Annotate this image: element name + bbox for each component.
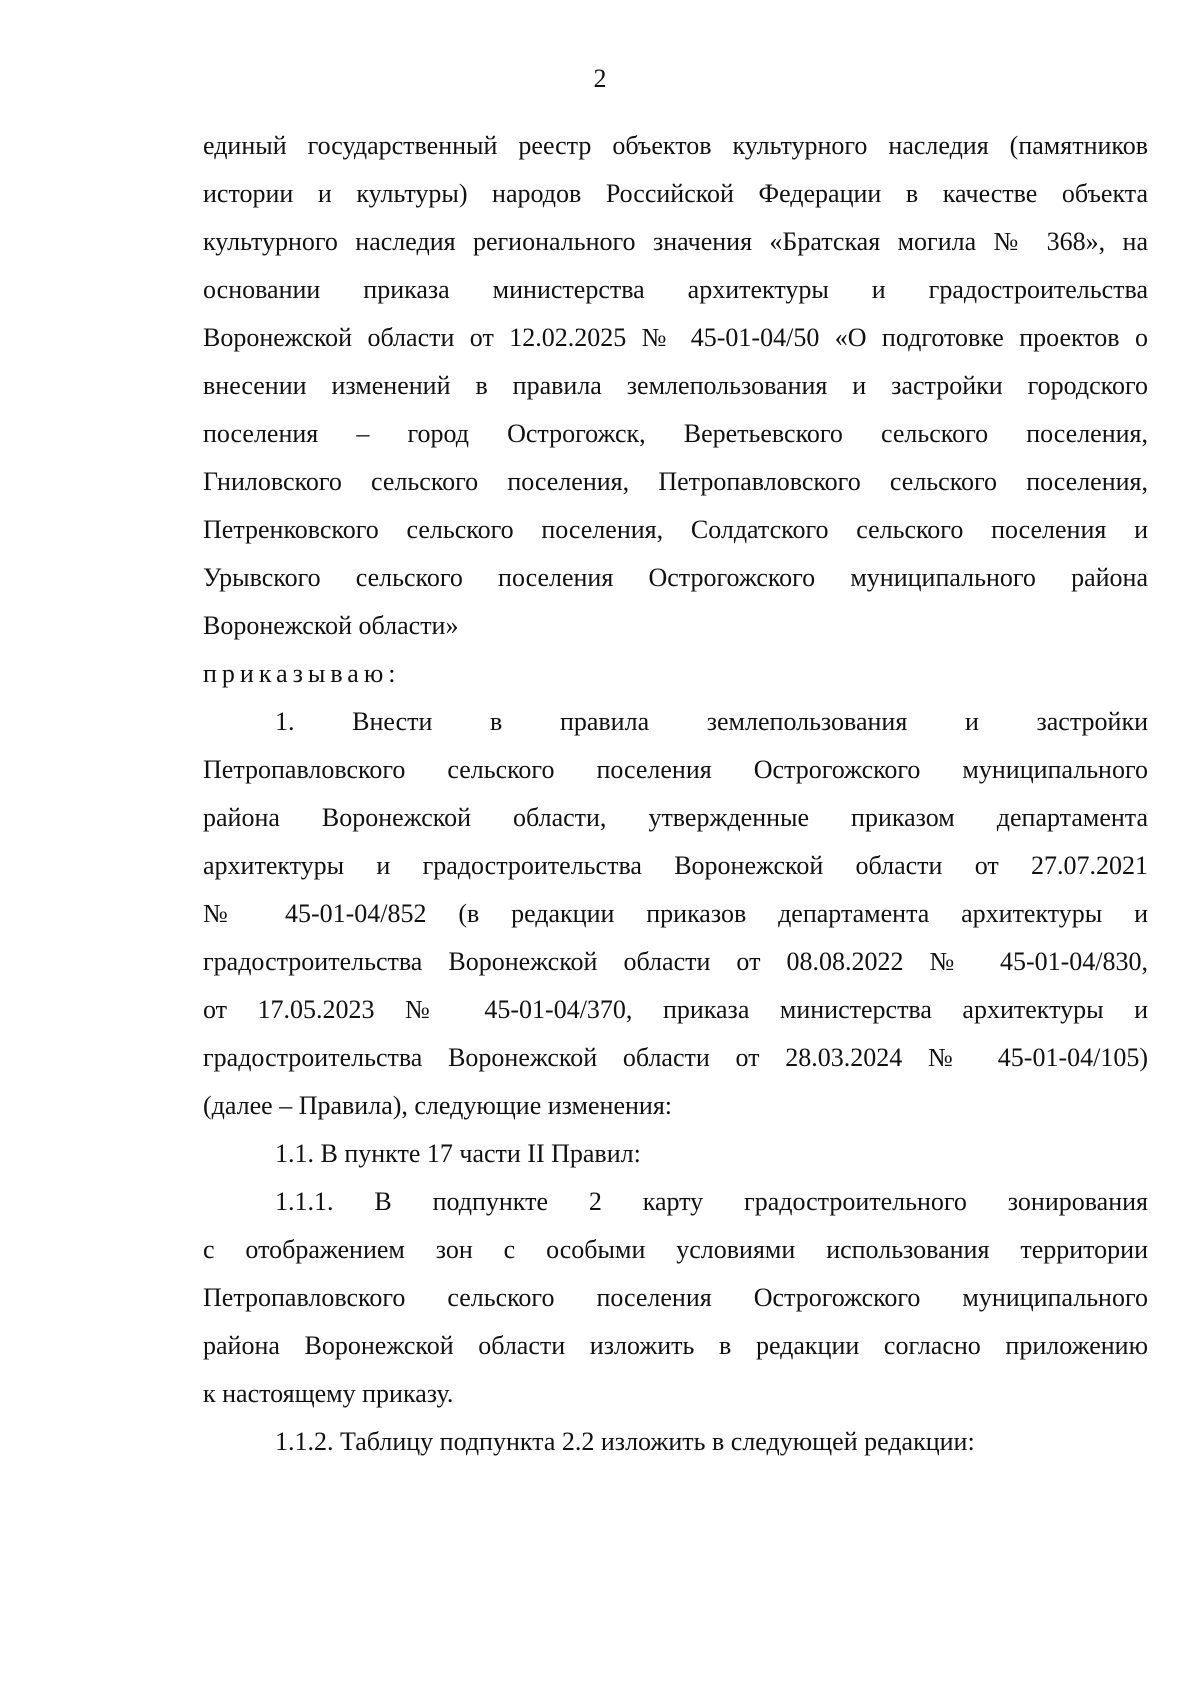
text-line: архитектуры и градостроительства Воронежской области от 27.07.2021: [203, 851, 1148, 880]
text-line: 1.1.2. Таблицу подпункта 2.2 изложить в следующей редакции:: [275, 1427, 975, 1456]
text-line: 1.1.1. В подпункте 2 карту градостроительного зонирования: [275, 1187, 1148, 1216]
text-line: градостроительства Воронежской области от 28.03.2024 № 45-01-04/105): [203, 1043, 1148, 1072]
text-line: района Воронежской области, утвержденные приказом департамента: [203, 803, 1148, 832]
text-line: 1. Внести в правила землепользования и застройки: [275, 707, 1148, 736]
text-line: Гниловского сельского поселения, Петропавловского сельского поселения,: [203, 467, 1148, 496]
document-body: [203, 122, 1148, 1466]
text-line: культурного наследия регионального значения «Братская могила № 368», на: [203, 227, 1148, 256]
text-line: истории и культуры) народов Российской Федерации в качестве объекта: [203, 179, 1148, 208]
text-line: единый государственный реестр объектов культурного наследия (памятников: [203, 131, 1148, 160]
text-line: Воронежской области от 12.02.2025 № 45-01-04/50 «О подготовке проектов о: [203, 323, 1148, 352]
text-line: № 45-01-04/852 (в редакции приказов департамента архитектуры и: [203, 899, 1148, 928]
text-line: (далее – Правила), следующие изменения:: [203, 1091, 673, 1120]
text-line: внесении изменений в правила землепользования и застройки городского: [203, 371, 1148, 400]
text-line: 1.1. В пункте 17 части II Правил:: [275, 1139, 641, 1168]
text-line: поселения – город Острогожск, Веретьевского сельского поселения,: [203, 419, 1148, 448]
text-line: Воронежской области»: [203, 611, 459, 640]
page-number: 2: [593, 64, 607, 93]
text-line: Урывского сельского поселения Острогожского муниципального района: [203, 563, 1148, 592]
text-line: Петренковского сельского поселения, Солдатского сельского поселения и: [203, 515, 1148, 544]
text-line: от 17.05.2023 № 45-01-04/370, приказа министерства архитектуры и: [203, 995, 1148, 1024]
text-line: градостроительства Воронежской области от 08.08.2022 № 45-01-04/830,: [203, 947, 1148, 976]
text-line: приказываю:: [203, 659, 401, 688]
text-line: Петропавловского сельского поселения Острогожского муниципального: [203, 755, 1148, 784]
text-line: Петропавловского сельского поселения Острогожского муниципального: [203, 1283, 1148, 1312]
text-line: района Воронежской области изложить в редакции согласно приложению: [203, 1331, 1148, 1360]
text-line: основании приказа министерства архитектуры и градостроительства: [203, 275, 1148, 304]
text-line: к настоящему приказу.: [203, 1379, 454, 1408]
text-line: с отображением зон с особыми условиями использования территории: [203, 1235, 1148, 1264]
